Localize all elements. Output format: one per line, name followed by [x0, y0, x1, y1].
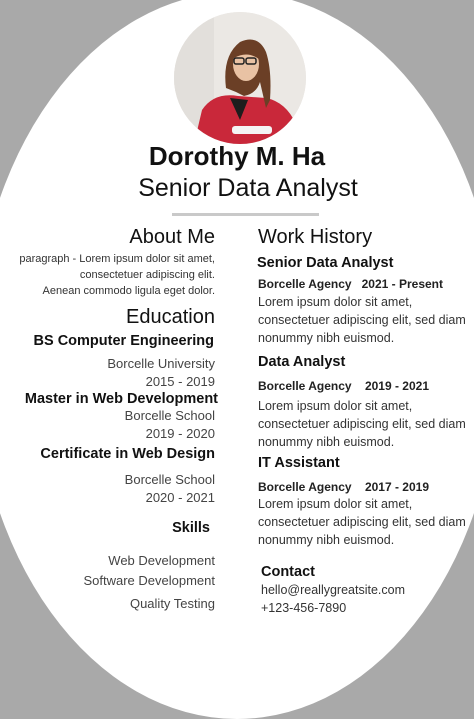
education-years-1: 2015 - 2019: [145, 374, 215, 389]
job-company-2: Borcelle Agency: [258, 379, 352, 393]
contact-phone[interactable]: +123-456-7890: [261, 601, 347, 615]
education-years-2: 2019 - 2020: [145, 426, 215, 441]
work-history-heading: Work History: [258, 226, 373, 248]
profile-photo: [174, 12, 306, 144]
job-description-3: Lorem ipsum dolor sit amet, consectetuer adipiscing elit, sed diam nonummy nibh euismod.: [258, 497, 466, 547]
job-years-1: 2021 - Present: [361, 277, 443, 291]
education-school-2: Borcelle School: [124, 408, 215, 423]
job-title-2: Data Analyst: [258, 354, 346, 370]
job-title-3: IT Assistant: [258, 455, 340, 471]
contact-email[interactable]: hello@reallygreatsite.com: [261, 583, 406, 597]
education-years-3: 2020 - 2021: [145, 490, 215, 505]
skill-item-3: Quality Testing: [129, 596, 215, 611]
education-school-1: Borcelle University: [107, 356, 215, 371]
education-degree-2: Master in Web Development: [24, 391, 218, 407]
skill-item-2: Software Development: [83, 573, 215, 588]
job-title-1: Senior Data Analyst: [257, 255, 394, 271]
job-description-1: Lorem ipsum dolor sit amet, consectetuer adipiscing elit, sed diam nonummy nibh euismod.: [258, 295, 466, 345]
job-years-3: 2017 - 2019: [364, 480, 429, 494]
skills-heading: Skills: [172, 520, 210, 536]
job-company-1: Borcelle Agency: [258, 277, 352, 291]
contact-heading: Contact: [261, 564, 315, 580]
job-meta-3: [258, 480, 429, 494]
about-heading: About Me: [129, 226, 215, 248]
header-divider: [172, 213, 319, 216]
skill-item-1: Web Development: [108, 553, 215, 568]
education-heading: Education: [126, 306, 215, 328]
education-school-3: Borcelle School: [124, 472, 215, 487]
job-meta-2: [258, 379, 429, 393]
job-description-2: Lorem ipsum dolor sit amet, consectetuer adipiscing elit, sed diam nonummy nibh euismod.: [258, 399, 466, 449]
candidate-title: Senior Data Analyst: [138, 174, 358, 202]
job-years-2: 2019 - 2021: [364, 379, 429, 393]
about-line-2: consectetuer adipiscing elit.: [79, 269, 215, 281]
about-line-1: paragraph - Lorem ipsum dolor sit amet,: [19, 253, 215, 265]
about-line-3: Aenean commodo ligula eget dolor.: [42, 285, 215, 297]
education-degree-1: BS Computer Engineering: [33, 333, 214, 349]
job-meta-1: [258, 277, 443, 291]
candidate-name: Dorothy M. Ha: [148, 141, 326, 171]
job-company-3: Borcelle Agency: [258, 480, 352, 494]
education-degree-3: Certificate in Web Design: [40, 446, 215, 462]
